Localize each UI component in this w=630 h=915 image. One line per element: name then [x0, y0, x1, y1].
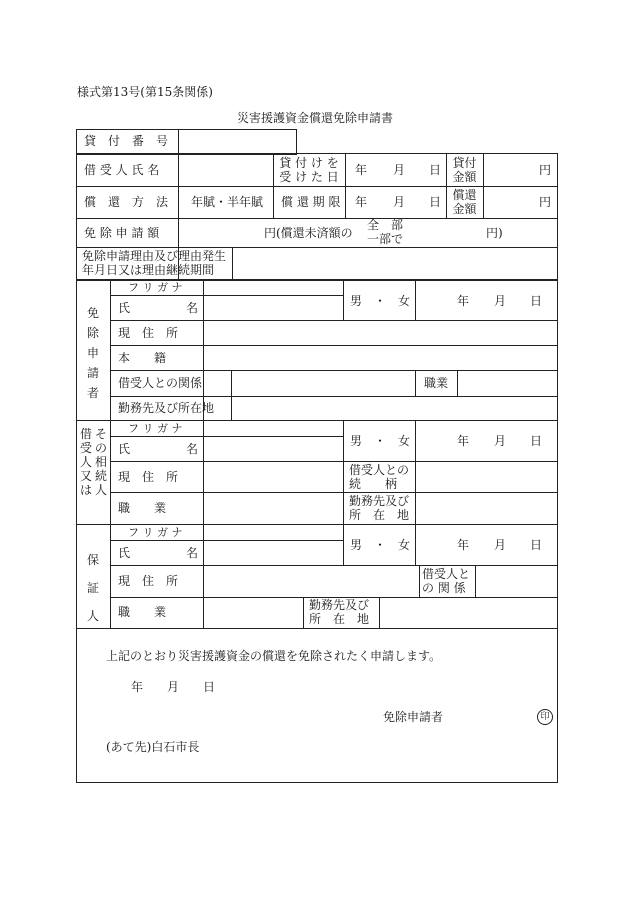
all-or-part: 全 部 一部で	[366, 218, 403, 246]
guarantor-birth-year: 年	[457, 538, 470, 552]
borrower-name-field[interactable]	[181, 156, 270, 184]
applicant-name-label-1: 氏	[118, 301, 131, 315]
applicant-furigana-label: フ リ ガ ナ	[128, 281, 183, 294]
heir-name-field[interactable]	[206, 439, 340, 458]
form-number: 様式第13号(第15条関係)	[77, 85, 213, 99]
form-title: 災害援護資金償還免除申請書	[236, 111, 393, 125]
applicant-address-field[interactable]	[206, 323, 553, 342]
applicant-side-label: 免 除 申 請 者	[86, 306, 99, 400]
applicant-birth-month: 月	[494, 294, 507, 308]
applicant-relation-field[interactable]	[234, 373, 412, 393]
applicant-domicile-field[interactable]	[206, 348, 553, 367]
guarantor-furigana-field[interactable]	[206, 526, 340, 538]
applicant-birth-year: 年	[457, 294, 470, 308]
guarantor-name-field[interactable]	[206, 543, 340, 562]
reason-label: 免除申請理由及び理由発生 年月日又は理由継続期間	[82, 249, 227, 277]
applicant-address-label: 現 住 所	[118, 326, 179, 340]
exemption-amount-yen: 円(償還未済額の	[264, 226, 353, 240]
guarantor-side-label: 保 証 人	[86, 553, 99, 623]
heir-address-label: 現 住 所	[118, 470, 179, 484]
guarantor-name-label-2: 名	[186, 546, 199, 560]
exemption-amount-label: 免 除 申 請 額	[84, 226, 160, 240]
guarantor-name-label-1: 氏	[118, 546, 131, 560]
repayment-method-value[interactable]: 年賦・半年賦	[191, 195, 264, 209]
applicant-name-label-2: 名	[186, 301, 199, 315]
heir-occupation-field[interactable]	[206, 495, 340, 521]
repayment-term-month: 月	[393, 195, 406, 209]
loan-date-label: 貸 付 け を 受 け た 日	[279, 156, 339, 184]
applicant-signature-label: 免除申請者	[383, 710, 444, 724]
reason-field[interactable]	[236, 250, 552, 276]
applicant-relation-label: 借受人との関係	[118, 376, 203, 390]
addressee: (あて先)白石市長	[106, 740, 200, 754]
seal-icon: 印	[537, 709, 553, 725]
applicant-domicile-label: 本 籍	[118, 351, 167, 365]
repayment-term-day: 日	[429, 195, 442, 209]
guarantor-relation-field[interactable]	[478, 568, 553, 594]
repayment-term-year: 年	[355, 195, 368, 209]
loan-number-field[interactable]	[181, 132, 293, 150]
heir-relation-label: 借受人との 続 柄	[349, 463, 410, 491]
heir-birth-month: 月	[494, 434, 507, 448]
borrower-name-label: 借 受 人 氏 名	[84, 163, 160, 177]
guarantor-address-field[interactable]	[206, 568, 416, 594]
loan-amount-yen: 円	[539, 163, 552, 177]
repay-amount-yen: 円	[539, 195, 552, 209]
heir-name-label-1: 氏	[118, 442, 131, 456]
guarantor-relation-label: 借受人と の 関 係	[422, 567, 471, 595]
repayment-term-label: 償 還 期 限	[281, 195, 341, 209]
repay-amount-label: 償還 金額	[452, 188, 477, 216]
applicant-workplace-field[interactable]	[234, 399, 553, 417]
guarantor-workplace-label: 勤務先及び 所 在 地	[309, 598, 370, 626]
guarantor-address-label: 現 住 所	[118, 574, 179, 588]
heir-furigana-label: フ リ ガ ナ	[128, 422, 183, 435]
heir-address-field[interactable]	[206, 464, 340, 489]
heir-name-label-2: 名	[186, 442, 199, 456]
guarantor-birth-day: 日	[530, 538, 543, 552]
loan-date-year: 年	[355, 163, 368, 177]
repayment-method-label: 償 還 方 法	[84, 195, 169, 209]
guarantor-occupation-label: 職 業	[118, 605, 167, 619]
applicant-birth-day: 日	[530, 294, 543, 308]
heir-side-label-col1: 借受人又は	[80, 427, 93, 497]
loan-number-label: 貸 付 番 号	[84, 134, 169, 148]
applicant-furigana-field[interactable]	[206, 281, 340, 293]
heir-occupation-label: 職 業	[118, 501, 167, 515]
applicant-workplace-label: 勤務先及び所在地	[118, 401, 215, 415]
guarantor-workplace-field[interactable]	[382, 600, 553, 625]
exemption-amount-close: 円)	[486, 226, 503, 240]
loan-amount-label: 貸付 金額	[452, 156, 477, 184]
applicant-gender[interactable]: 男 ・ 女	[350, 294, 411, 308]
heir-workplace-label: 勤務先及び 所 在 地	[349, 494, 410, 522]
heir-birth-day: 日	[530, 434, 543, 448]
applicant-occupation-label: 職業	[424, 376, 449, 390]
application-date: 年 月 日	[131, 680, 216, 694]
guarantor-gender[interactable]: 男 ・ 女	[350, 538, 411, 552]
heir-birth-year: 年	[457, 434, 470, 448]
guarantor-occupation-field[interactable]	[206, 600, 300, 625]
heir-workplace-field[interactable]	[418, 495, 553, 521]
guarantor-birth-month: 月	[494, 538, 507, 552]
heir-gender[interactable]: 男 ・ 女	[350, 434, 411, 448]
guarantor-furigana-label: フ リ ガ ナ	[128, 526, 183, 539]
heir-relation-field[interactable]	[418, 464, 553, 489]
heir-furigana-field[interactable]	[206, 422, 340, 434]
applicant-occupation-field[interactable]	[460, 373, 553, 393]
heir-side-label-col2: その相続人	[95, 427, 108, 497]
loan-date-day: 日	[429, 163, 442, 177]
loan-date-month: 月	[393, 163, 406, 177]
declaration-statement: 上記のとおり災害援護資金の償還を免除されたく申請します。	[106, 649, 442, 663]
applicant-name-field[interactable]	[206, 298, 340, 317]
